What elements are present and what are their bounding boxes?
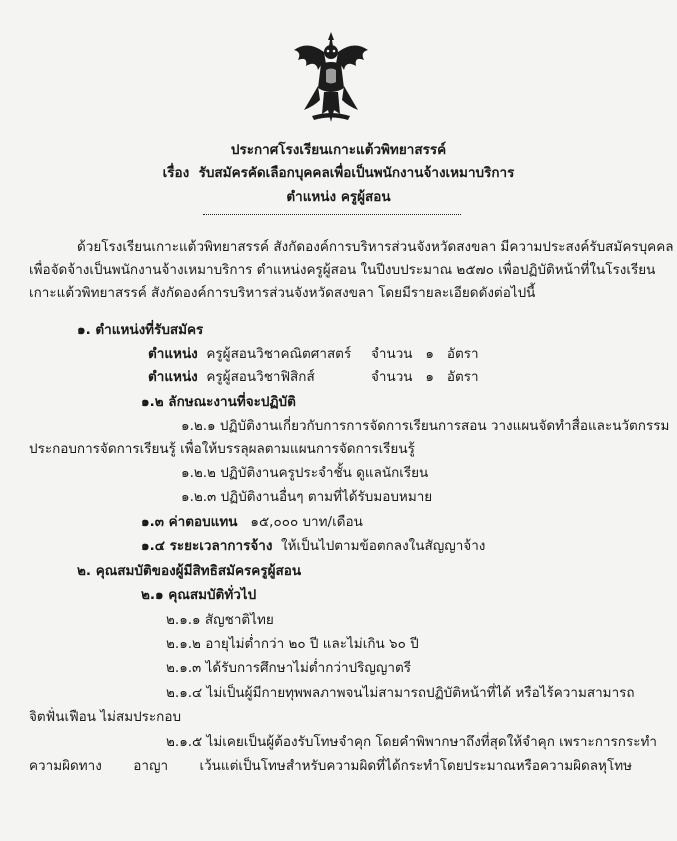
intro-line-1: ด้วยโรงเรียนเกาะแต้วพิทยาสรรค์ สังกัดองค์การบริหารส่วนจังหวัดสงขลา มีความประสงค์รับสมัครบุคคล bbox=[77, 239, 674, 255]
section2-1-5-line-2: ความผิดทาง อาญา เว้นแต่เป็นโทษสำหรับความผิดที่ได้กระทำโดยประมาณหรือความผิดลหุโทษ bbox=[29, 758, 632, 774]
section2-heading: ๒. คุณสมบัติของผู้มีสิทธิสมัครครูผู้สอน bbox=[77, 563, 302, 579]
announcement-position bbox=[0, 188, 677, 206]
section1-4-heading: ๑.๔ ระยะเวลาการจ้าง bbox=[141, 538, 273, 554]
section1-heading: ๑. ตำแหน่งที่รับสมัคร bbox=[77, 322, 204, 338]
position-row-1-count bbox=[371, 345, 479, 363]
position-label: ตำแหน่ง bbox=[286, 189, 337, 205]
intro-line-2: เพื่อจัดจ้างเป็นพนักงานจ้างเหมาบริการ ตำแหน่งครูผู้สอน ในปีงบประมาณ ๒๕๗๐ เพื่อปฏิบัติหน้าที่ในโรงเรียน bbox=[29, 262, 656, 278]
section2-1-1: ๒.๑.๑ สัญชาติไทย bbox=[166, 612, 274, 628]
count-unit: อัตรา bbox=[446, 369, 479, 385]
section1-2-1-line-1: ๑.๒.๑ ปฏิบัติงานเกี่ยวกับการการจัดการเรียนการสอน วางแผนจัดทำสื่อและนวัตกรรม bbox=[181, 418, 670, 434]
section2-1-4-line-2: จิตฟั่นเฟือน ไม่สมประกอบ bbox=[29, 709, 182, 725]
header-divider bbox=[203, 214, 461, 215]
position-row-name: ครูผู้สอนวิชาฟิสิกส์ bbox=[206, 369, 315, 385]
count-label: จำนวน bbox=[371, 369, 413, 385]
section2-1-3: ๒.๑.๓ ได้รับการศึกษาไม่ต่ำกว่าปริญญาตรี bbox=[166, 660, 411, 676]
section2-1-heading: ๒.๑ คุณสมบัติทั่วไป bbox=[141, 587, 257, 603]
count-unit: อัตรา bbox=[446, 346, 479, 362]
section2-1-5-line-1: ๒.๑.๕ ไม่เคยเป็นผู้ต้องรับโทษจำคุก โดยคำพิพากษาถึงที่สุดให้จำคุก เพราะการกระทำ bbox=[166, 734, 657, 750]
position-row-name: ครูผู้สอนวิชาคณิตศาสตร์ bbox=[206, 346, 352, 362]
count-value: ๑ bbox=[425, 346, 434, 362]
announcement-subject bbox=[0, 164, 677, 182]
section1-3-heading: ๑.๓ ค่าตอบแทน bbox=[141, 514, 238, 530]
section1-2-3: ๑.๒.๓ ปฏิบัติงานอื่นๆ ตามที่ได้รับมอบหมาย bbox=[181, 489, 433, 505]
count-value: ๑ bbox=[425, 369, 434, 385]
section1-2-2: ๑.๒.๒ ปฏิบัติงานครูประจำชั้น ดูแลนักเรียน bbox=[181, 465, 429, 481]
position-row-label: ตำแหน่ง bbox=[148, 346, 198, 362]
section1-2-heading: ๑.๒ ลักษณะงานที่จะปฏิบัติ bbox=[141, 394, 296, 410]
intro-line-3: เกาะแต้วพิทยาสรรค์ สังกัดองค์การบริหารส่วนจังหวัดสงขลา โดยมีรายละเอียดดังต่อไปนี้ bbox=[29, 285, 536, 301]
announcement-title: ประกาศโรงเรียนเกาะแต้วพิทยาสรรค์ bbox=[230, 142, 447, 158]
section1-3 bbox=[141, 513, 363, 531]
section2-1-4-line-1: ๒.๑.๔ ไม่เป็นผู้มีกายทุพพลภาพจนไม่สามารถปฏิบัติหน้าที่ได้ หรือไร้ความสามารถ bbox=[166, 685, 635, 701]
section1-4 bbox=[141, 537, 485, 555]
position-row-2-count bbox=[371, 368, 479, 386]
position-row-2 bbox=[148, 368, 315, 386]
position-row-label: ตำแหน่ง bbox=[148, 369, 198, 385]
section1-2-1-line-2: ประกอบการจัดการเรียนรู้ เพื่อให้บรรลุผลตามแผนการจัดการเรียนรู้ bbox=[29, 441, 415, 457]
garuda-emblem-icon bbox=[288, 30, 374, 126]
count-label: จำนวน bbox=[371, 346, 413, 362]
subject-label: เรื่อง bbox=[162, 165, 190, 181]
section2-1-2: ๒.๑.๒ อายุไม่ต่ำกว่า ๒๐ ปี และไม่เกิน ๖๐ ปี bbox=[166, 636, 419, 652]
section1-3-value: ๑๕,๐๐๐ บาท/เดือน bbox=[250, 514, 363, 530]
position-row-1 bbox=[148, 345, 351, 363]
section1-4-value: ให้เป็นไปตามข้อตกลงในสัญญาจ้าง bbox=[281, 538, 486, 554]
subject-text: รับสมัครคัดเลือกบุคคลเพื่อเป็นพนักงานจ้างเหมาบริการ bbox=[198, 165, 515, 181]
position-text: ครูผู้สอน bbox=[340, 189, 391, 205]
